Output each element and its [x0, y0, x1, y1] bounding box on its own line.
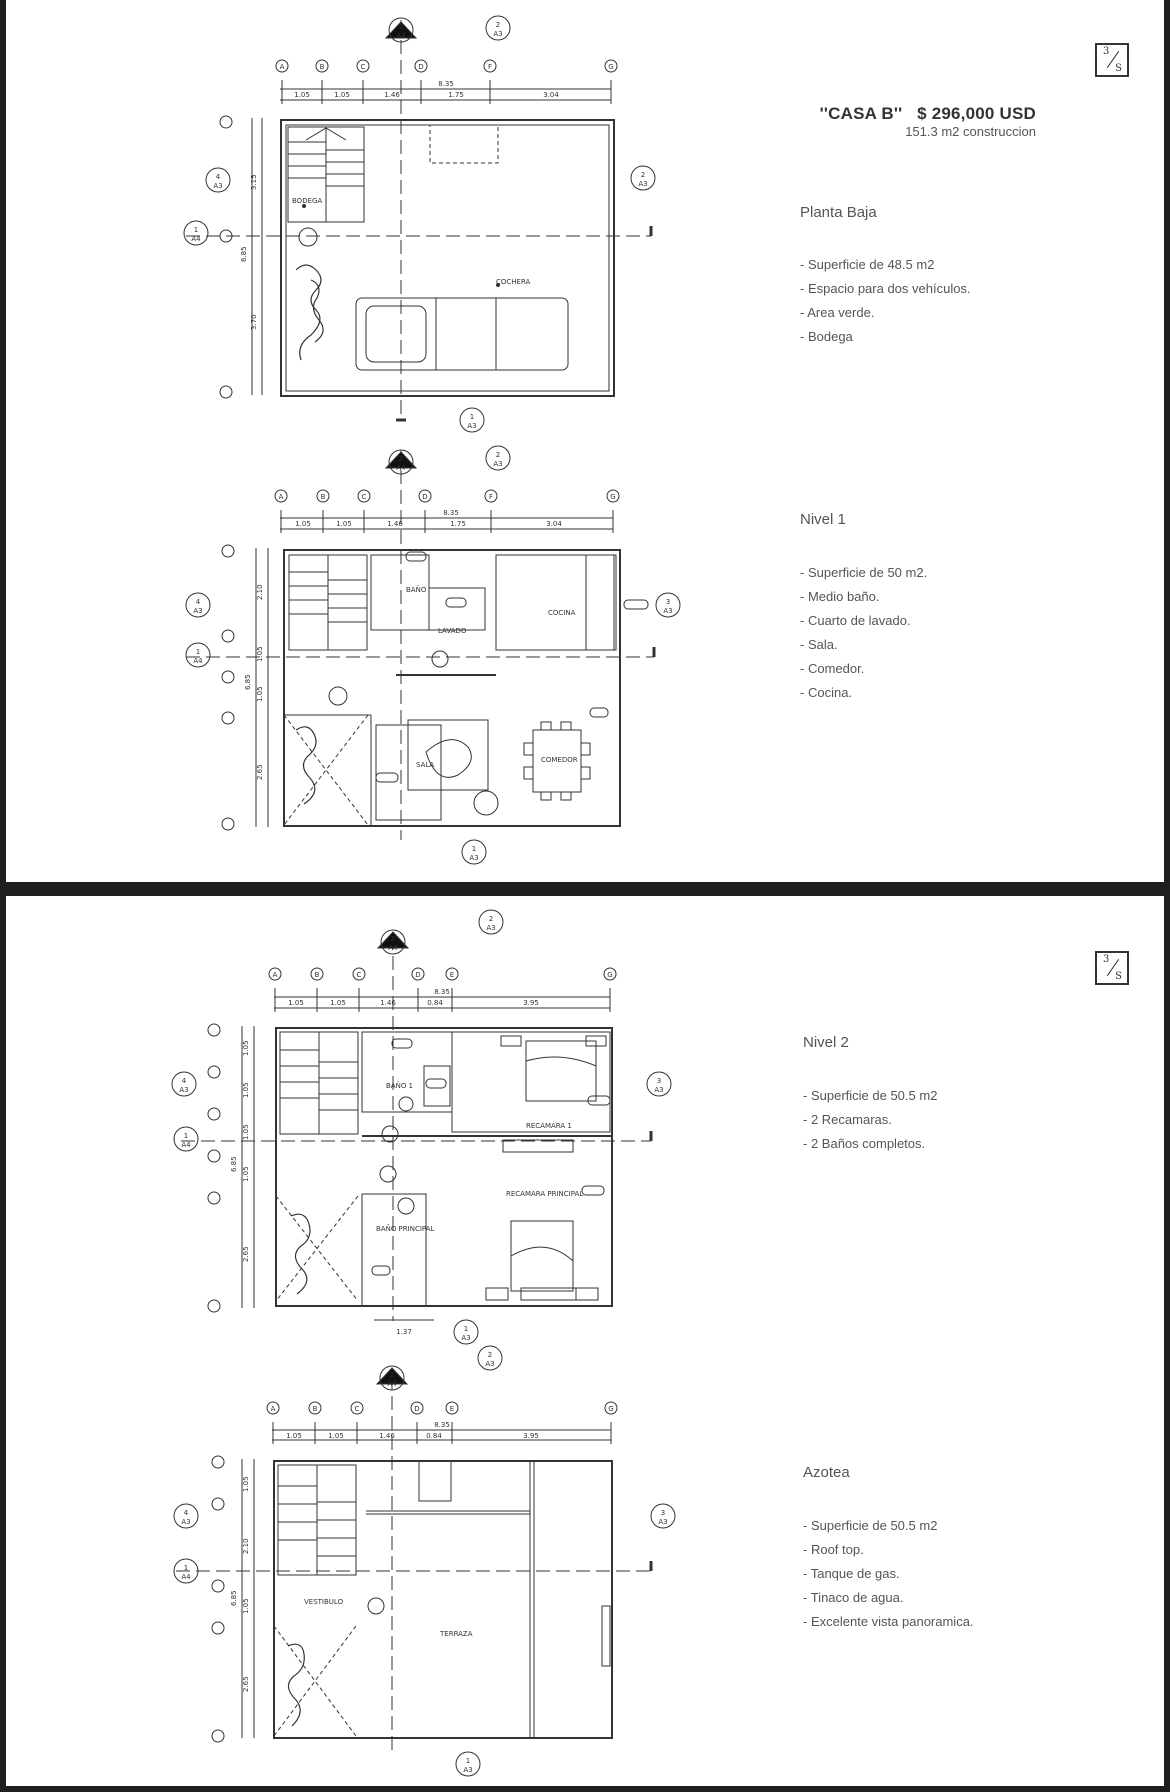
section-num: 2 [398, 23, 404, 31]
section-num: 4 [195, 598, 201, 606]
dim-label: 1.46 [379, 1432, 395, 1440]
dim-label: 3.95 [523, 999, 539, 1007]
dim-label: 3.95 [523, 1432, 539, 1440]
level-title: Azotea [803, 1464, 850, 1481]
grid-letter: A [270, 1405, 276, 1413]
section-sheet: A4 [191, 235, 201, 243]
section-num: 2 [640, 171, 646, 179]
grid-letter: C [356, 971, 362, 979]
section-num: 2 [389, 1371, 395, 1379]
feature-item: - 2 Recamaras. [803, 1108, 937, 1132]
grid-letter: G [608, 1405, 614, 1413]
azotea-plan [6, 1346, 726, 1786]
level-features [800, 253, 971, 349]
grid-letter: E [449, 971, 455, 979]
grid-letter: B [319, 63, 325, 71]
section-num: 2 [398, 455, 404, 463]
level-features [803, 1514, 974, 1634]
section-sheet: A3 [654, 1086, 664, 1094]
dim-label: 1.05 [328, 1432, 344, 1440]
nivel-2-plan [6, 896, 726, 1342]
dim-label: 1.05 [330, 999, 346, 1007]
feature-item: - Roof top. [803, 1538, 974, 1562]
room-label: LAVADO [438, 627, 467, 635]
room-label: BAÑO [406, 586, 427, 594]
feature-item: - Area verde. [800, 301, 971, 325]
dim-label: 1.46 [384, 91, 400, 99]
grid-letter: C [360, 63, 366, 71]
feature-item: - Comedor. [800, 657, 927, 681]
grid-letter: D [415, 971, 421, 979]
level-features [803, 1084, 937, 1156]
house-price: $ 296,000 USD [917, 104, 1036, 123]
grid-letter: F [487, 63, 493, 71]
feature-item: - Cuarto de lavado. [800, 609, 927, 633]
grid-letter: C [361, 493, 367, 501]
dim-label: 1.75 [450, 520, 466, 528]
dim-label: 1.05 [242, 1082, 250, 1098]
grid-letter: A [278, 493, 284, 501]
dim-label: 1.05 [336, 520, 352, 528]
dim-label: 1.05 [295, 520, 311, 528]
dim-label: 1.05 [256, 646, 264, 662]
section-num: 1 [471, 845, 477, 853]
room-label: BAÑO 1 [386, 1082, 414, 1090]
section-num: 2 [495, 21, 501, 29]
feature-item: - Espacio para dos vehículos. [800, 277, 971, 301]
brochure-page-2 [6, 896, 1164, 1786]
section-num: 1 [463, 1325, 469, 1333]
section-num: 2 [390, 935, 396, 943]
brand-logo: 3 S [1095, 43, 1129, 77]
dim-total: 8.35 [434, 1421, 450, 1429]
level-features [800, 561, 927, 705]
section-num: 1 [183, 1132, 189, 1140]
grid-letter: B [312, 1405, 318, 1413]
section-sheet: A4 [387, 1380, 397, 1388]
dim-label: 1.75 [448, 91, 464, 99]
dim-label: 6.85 [244, 674, 252, 690]
grid-letter: D [414, 1405, 420, 1413]
dim-label: 1.05 [242, 1166, 250, 1182]
room-label: SALA [416, 761, 435, 769]
feature-item: - Medio baño. [800, 585, 927, 609]
feature-item: - 2 Baños completos. [803, 1132, 937, 1156]
dim-label: 0.84 [426, 1432, 442, 1440]
dim-label: 1.05 [242, 1598, 250, 1614]
feature-item: - Excelente vista panoramica. [803, 1610, 974, 1634]
section-sheet: A3 [463, 1766, 473, 1774]
dim-label: 6.85 [230, 1590, 238, 1606]
dim-label: 0.84 [427, 999, 443, 1007]
grid-letter: A [279, 63, 285, 71]
dim-total: 8.35 [434, 988, 450, 996]
dim-label: 3.15 [250, 174, 258, 190]
house-subtitle: 151.3 m2 construccion [905, 124, 1036, 139]
dim-total: 8.35 [438, 80, 454, 88]
section-num: 4 [215, 173, 221, 181]
feature-item: - Sala. [800, 633, 927, 657]
feature-item: - Tanque de gas. [803, 1562, 974, 1586]
section-sheet: A4 [181, 1141, 191, 1149]
section-num: 2 [487, 1351, 493, 1359]
grid-letter: G [607, 971, 613, 979]
room-label: RECAMARA PRINCIPAL [506, 1190, 584, 1198]
section-sheet: A3 [663, 607, 673, 615]
section-num: 3 [660, 1509, 666, 1517]
grid-letter: D [418, 63, 424, 71]
dim-label: 1.05 [294, 91, 310, 99]
section-num: 1 [193, 226, 199, 234]
house-title: ''CASA B'' [819, 104, 903, 123]
feature-item: - Superficie de 50.5 m2 [803, 1514, 974, 1538]
section-num: 4 [181, 1077, 187, 1085]
section-sheet: A3 [461, 1334, 471, 1342]
section-num: 3 [665, 598, 671, 606]
feature-item: - Superficie de 48.5 m2 [800, 253, 971, 277]
room-label: COCINA [548, 609, 576, 617]
grid-letter: F [488, 493, 494, 501]
dim-label: 2.10 [242, 1538, 250, 1554]
section-sheet: A3 [179, 1086, 189, 1094]
grid-letter: C [354, 1405, 360, 1413]
nivel-1-plan [6, 440, 726, 880]
feature-item: - Superficie de 50.5 m2 [803, 1084, 937, 1108]
grid-letter: E [449, 1405, 455, 1413]
section-sheet: A3 [485, 1360, 495, 1368]
section-sheet: A3 [469, 854, 479, 862]
section-sheet: A4 [193, 657, 203, 665]
dim-label: 6.85 [240, 246, 248, 262]
feature-item: - Bodega [800, 325, 971, 349]
grid-letter: G [610, 493, 616, 501]
section-sheet: A4 [396, 464, 406, 472]
dim-label: 1.05 [286, 1432, 302, 1440]
section-sheet: A4 [396, 32, 406, 40]
room-label: RECAMARA 1 [526, 1122, 572, 1130]
feature-item: - Tinaco de agua. [803, 1586, 974, 1610]
section-num: 2 [488, 915, 494, 923]
dim-label: 1.46 [387, 520, 403, 528]
feature-item: - Cocina. [800, 681, 927, 705]
section-num: 1 [469, 413, 475, 421]
brochure-page-1 [6, 0, 1164, 882]
dim-label: 1.05 [242, 1124, 250, 1140]
dim-label: 2.10 [256, 584, 264, 600]
dim-label: 1.37 [396, 1328, 412, 1336]
dim-label: 1.05 [256, 686, 264, 702]
level-title: Nivel 2 [803, 1034, 849, 1051]
room-label: COMEDOR [541, 756, 578, 764]
section-sheet: A3 [493, 30, 503, 38]
dim-total: 8.35 [443, 509, 459, 517]
grid-letter: A [272, 971, 278, 979]
room-label: COCHERA [496, 278, 531, 286]
header-block [806, 104, 1036, 139]
room-label: BAÑO PRINCIPAL [376, 1225, 435, 1233]
grid-letter: D [422, 493, 428, 501]
feature-item: - Superficie de 50 m2. [800, 561, 927, 585]
grid-letter: B [320, 493, 326, 501]
section-sheet: A4 [388, 944, 398, 952]
section-num: 1 [183, 1564, 189, 1572]
section-num: 3 [656, 1077, 662, 1085]
section-sheet: A3 [638, 180, 648, 188]
dim-label: 3.70 [250, 314, 258, 330]
dim-label: 1.05 [288, 999, 304, 1007]
level-title: Planta Baja [800, 204, 877, 221]
section-sheet: A3 [486, 924, 496, 932]
dim-label: 6.85 [230, 1156, 238, 1172]
planta-baja-plan [6, 0, 726, 440]
dim-label: 1.05 [242, 1476, 250, 1492]
dim-label: 1.05 [242, 1040, 250, 1056]
section-num: 1 [465, 1757, 471, 1765]
dim-label: 3.04 [546, 520, 562, 528]
dim-label: 1.05 [334, 91, 350, 99]
section-sheet: A3 [493, 460, 503, 468]
grid-letter: G [608, 63, 614, 71]
brand-logo: 3 S [1095, 951, 1129, 985]
section-sheet: A4 [181, 1573, 191, 1581]
room-label: TERRAZA [440, 1630, 473, 1638]
section-num: 4 [183, 1509, 189, 1517]
level-title: Nivel 1 [800, 511, 846, 528]
section-sheet: A3 [213, 182, 223, 190]
dim-label: 2.65 [242, 1246, 250, 1262]
room-label: BODEGA [292, 197, 323, 205]
dim-label: 2.65 [242, 1676, 250, 1692]
room-label: VESTIBULO [304, 1598, 344, 1606]
dim-label: 3.04 [543, 91, 559, 99]
section-sheet: A3 [193, 607, 203, 615]
section-num: 1 [195, 648, 201, 656]
section-sheet: A3 [467, 422, 477, 430]
section-num: 2 [495, 451, 501, 459]
grid-letter: B [314, 971, 320, 979]
dim-label: 1.46 [380, 999, 396, 1007]
section-sheet: A3 [181, 1518, 191, 1526]
dim-label: 2.65 [256, 764, 264, 780]
section-sheet: A3 [658, 1518, 668, 1526]
